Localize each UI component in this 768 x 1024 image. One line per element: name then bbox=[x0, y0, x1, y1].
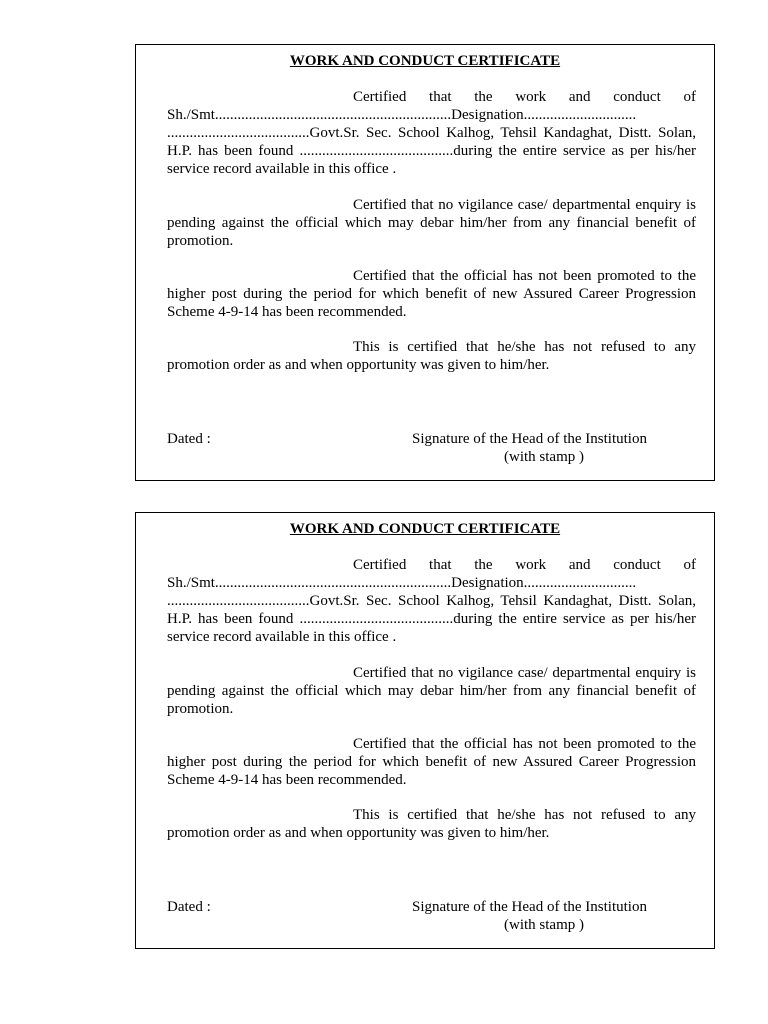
dated-label: Dated : bbox=[167, 431, 211, 447]
stamp-label: (with stamp ) bbox=[504, 917, 584, 933]
stamp-label: (with stamp ) bbox=[504, 449, 584, 465]
signature-label: Signature of the Head of the Institution bbox=[412, 431, 647, 447]
certificate-paragraph-work-conduct: Certified that the work and conduct of Sh./Smt...............................................................Designation.............................. ......................................Govt.Sr. Sec. School Kalhog, Tehsil Kandaghat, Distt. Solan, H.P. has been found .........................................during the entire service as per his/her service record available in this office . bbox=[167, 557, 696, 645]
certificate-box-1 bbox=[135, 44, 715, 481]
dated-label: Dated : bbox=[167, 899, 211, 915]
certificate-paragraph-refusal: This is certified that he/she has not refused to any promotion order as and when opportunity was given to him/her. bbox=[167, 339, 696, 373]
certificate-paragraph-promotion: Certified that the official has not been promoted to the higher post during the period for which benefit of new Assured Career Progression Scheme 4-9-14 has been recommended. bbox=[167, 268, 696, 320]
certificate-paragraph-vigilance: Certified that no vigilance case/ departmental enquiry is pending against the official which may debar him/her from any financial benefit of promotion. bbox=[167, 197, 696, 249]
certificate-paragraph-refusal: This is certified that he/she has not refused to any promotion order as and when opportunity was given to him/her. bbox=[167, 807, 696, 841]
certificate-box-2 bbox=[135, 512, 715, 949]
certificate-paragraph-work-conduct: Certified that the work and conduct of Sh./Smt...............................................................Designation.............................. ......................................Govt.Sr. Sec. School Kalhog, Tehsil Kandaghat, Distt. Solan, H.P. has been found .........................................during the entire service as per his/her service record available in this office . bbox=[167, 89, 696, 177]
certificate-paragraph-promotion: Certified that the official has not been promoted to the higher post during the period for which benefit of new Assured Career Progression Scheme 4-9-14 has been recommended. bbox=[167, 736, 696, 788]
certificate-paragraph-vigilance: Certified that no vigilance case/ departmental enquiry is pending against the official which may debar him/her from any financial benefit of promotion. bbox=[167, 665, 696, 717]
certificate-title: WORK AND CONDUCT CERTIFICATE bbox=[289, 521, 561, 537]
certificate-title: WORK AND CONDUCT CERTIFICATE bbox=[289, 53, 561, 69]
signature-label: Signature of the Head of the Institution bbox=[412, 899, 647, 915]
